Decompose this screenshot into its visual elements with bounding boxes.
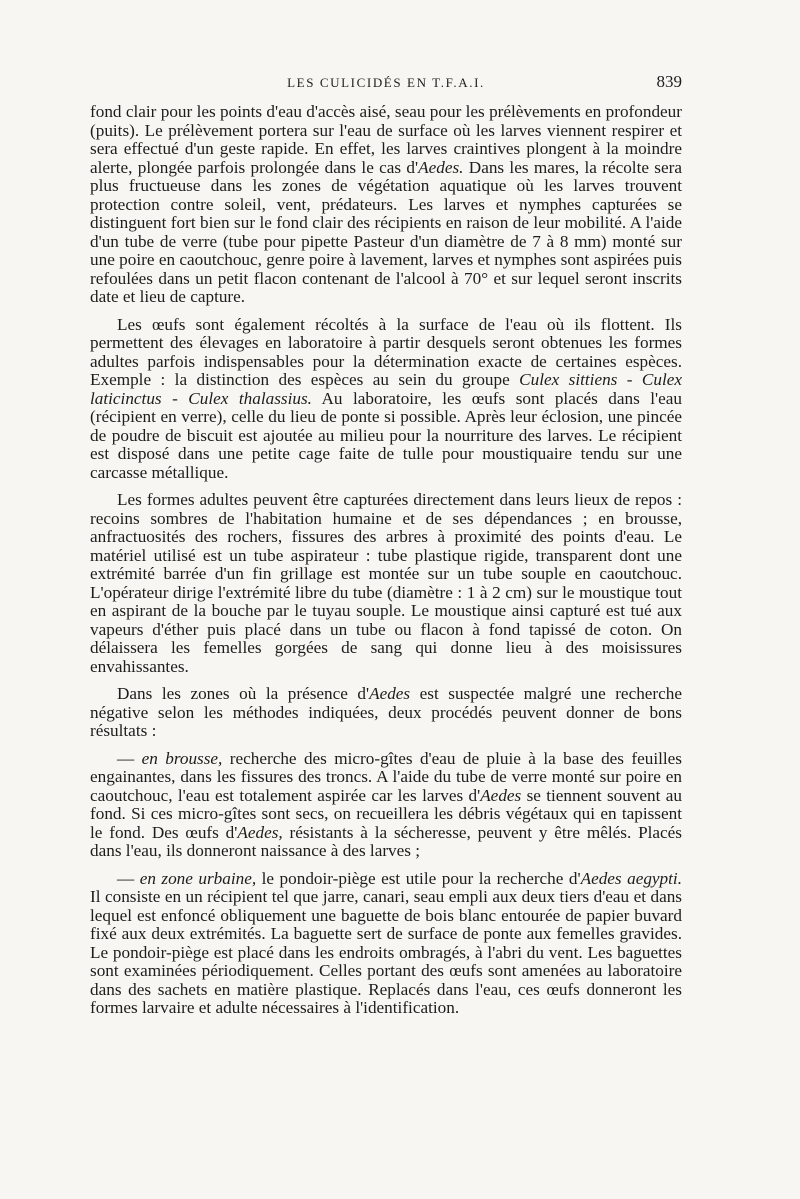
italic-term: Aedes — [480, 785, 522, 805]
text-segment: est suspectée malgré une recherche négative selon les méthodes indiquées, deux procédés peuvent donner de bons résultats : — [90, 684, 682, 740]
body-text — [90, 103, 682, 1027]
italic-term: Aedes, — [237, 822, 283, 842]
italic-term: Aedes aegypti. — [580, 868, 682, 888]
text-segment: — — [117, 748, 142, 768]
italic-term: Aedes — [369, 684, 411, 703]
italic-term: Aedes. — [418, 157, 464, 177]
text-segment: Au laboratoire, les œufs sont placés dans l'eau (récipient en verre), celle du lieu de ponte si possible. Après leur éclosion, une pincée de poudre de biscuit est ajoutée au milieu pour la nourriture des larves. Le récipient est disposé dans une petite cage faite de tulle pour moustiquaire tendu sur une carcasse métallique. — [90, 388, 682, 482]
text-segment: le pondoir-piège est utile pour la recherche d' — [256, 868, 581, 888]
paragraph-5 — [90, 750, 682, 861]
page-number: 839 — [656, 72, 682, 91]
paragraph-6 — [90, 870, 682, 1018]
text-segment: Les formes adultes peuvent être capturées directement dans leurs lieux de repos : recoins sombres de l'habitation humaine et de ses dépendances ; en brousse, anfractuosités des rochers, fissures des arbres à proximité des points d'eau. Le matériel utilisé est un tube aspirateur : tube plastique rigide, transparent dont une extrémité barrée d'un fin grillage est montée sur un tube souple en caoutchouc. L'opérateur dirige l'extrémité libre du tube (diamètre : 1 à 2 cm) sur le moustique tout en aspirant de la bouche par le tuyau souple. Le moustique ainsi capturé est tué aux vapeurs d'éther puis placé dans un tube ou flacon à fond tapissé de coton. On délaissera les femelles gorgées de sang qui donne lieu à des moisissures envahissantes. — [90, 490, 682, 676]
text-segment: Dans les zones où la présence d' — [117, 684, 370, 703]
paragraph-4 — [90, 685, 682, 741]
paragraph-2 — [90, 316, 682, 483]
text-segment: Dans les mares, la récolte sera plus fructueuse dans les zones de végétation aquatique où les larves trouvent protection contre soleil, vent, prédateurs. Les larves et nymphes capturées se distinguent fort bien sur le fond clair des récipients en raison de leur mobilité. A l'aide d'un tube de verre (tube pour pipette Pasteur d'un diamètre de 7 à 8 mm) monté sur une poire en caoutchouc, genre poire à lavement, larves et nymphes sont aspirées puis refoulées dans un petit flacon contenant de l'alcool à 70° et sur lequel seront inscrits date et lieu de capture. — [90, 157, 682, 306]
italic-term: en zone urbaine, — [139, 868, 257, 888]
italic-term: Culex sittiens - Culex laticinctus - Culex thalassius. — [90, 370, 682, 408]
running-header — [90, 72, 682, 96]
paragraph-1 — [90, 103, 682, 307]
text-segment: résistants à la sécheresse, peuvent y être mêlés. Placés dans l'eau, ils donneront naissance à des larves ; — [90, 822, 682, 860]
text-segment: Les œufs sont également récoltés à la surface de l'eau où ils flottent. Ils permettent des élevages en laboratoire à partir desquels seront obtenues les formes adultes parfois indispensables pour la détermination exacte de certaines espèces. Exemple : la distinction des espèces au sein du groupe — [90, 314, 682, 389]
text-segment: Il consiste en un récipient tel que jarre, canari, seau empli aux deux tiers d'eau et dans lequel est enfoncé obliquement une baguette de bois blanc entourée de papier buvard fixé aux deux extrémités. La baguette sert de surface de ponte aux femelles gravides. Le pondoir-piège est placé dans les endroits ombragés, à l'abri du vent. Les baguettes sont examinées périodiquement. Celles portant des œufs sont amenées au laboratoire dans des sachets en matière plastique. Replacés dans l'eau, ces œufs donneront les formes larvaire et adulte nécessaires à l'identification. — [90, 887, 682, 1017]
running-title: LES CULICIDÉS EN T.F.A.I. — [287, 75, 485, 90]
italic-term: en brousse, — [141, 748, 223, 768]
text-segment: recherche des micro-gîtes d'eau de pluie à la base des feuilles engainantes, dans les fissures des troncs. A l'aide du tube de verre monté sur poire en caoutchouc, l'eau est totalement aspirée car les larves d' — [90, 748, 682, 805]
text-segment: se tiennent souvent au fond. Si ces micro-gîtes sont secs, on recueillera les débris végétaux qui en tapissent le fond. Des œufs d' — [90, 785, 683, 842]
paragraph-3 — [90, 491, 682, 676]
text-segment: — — [117, 868, 140, 888]
text-segment: fond clair pour les points d'eau d'accès aisé, seau pour les prélèvements en profondeur (puits). Le prélèvement portera sur l'eau de surface où les larves viennent respirer et sera effectué d'un geste rapide. En effet, les larves craintives plongent à la moindre alerte, plongée parfois prolongée dans le cas d' — [90, 102, 682, 177]
